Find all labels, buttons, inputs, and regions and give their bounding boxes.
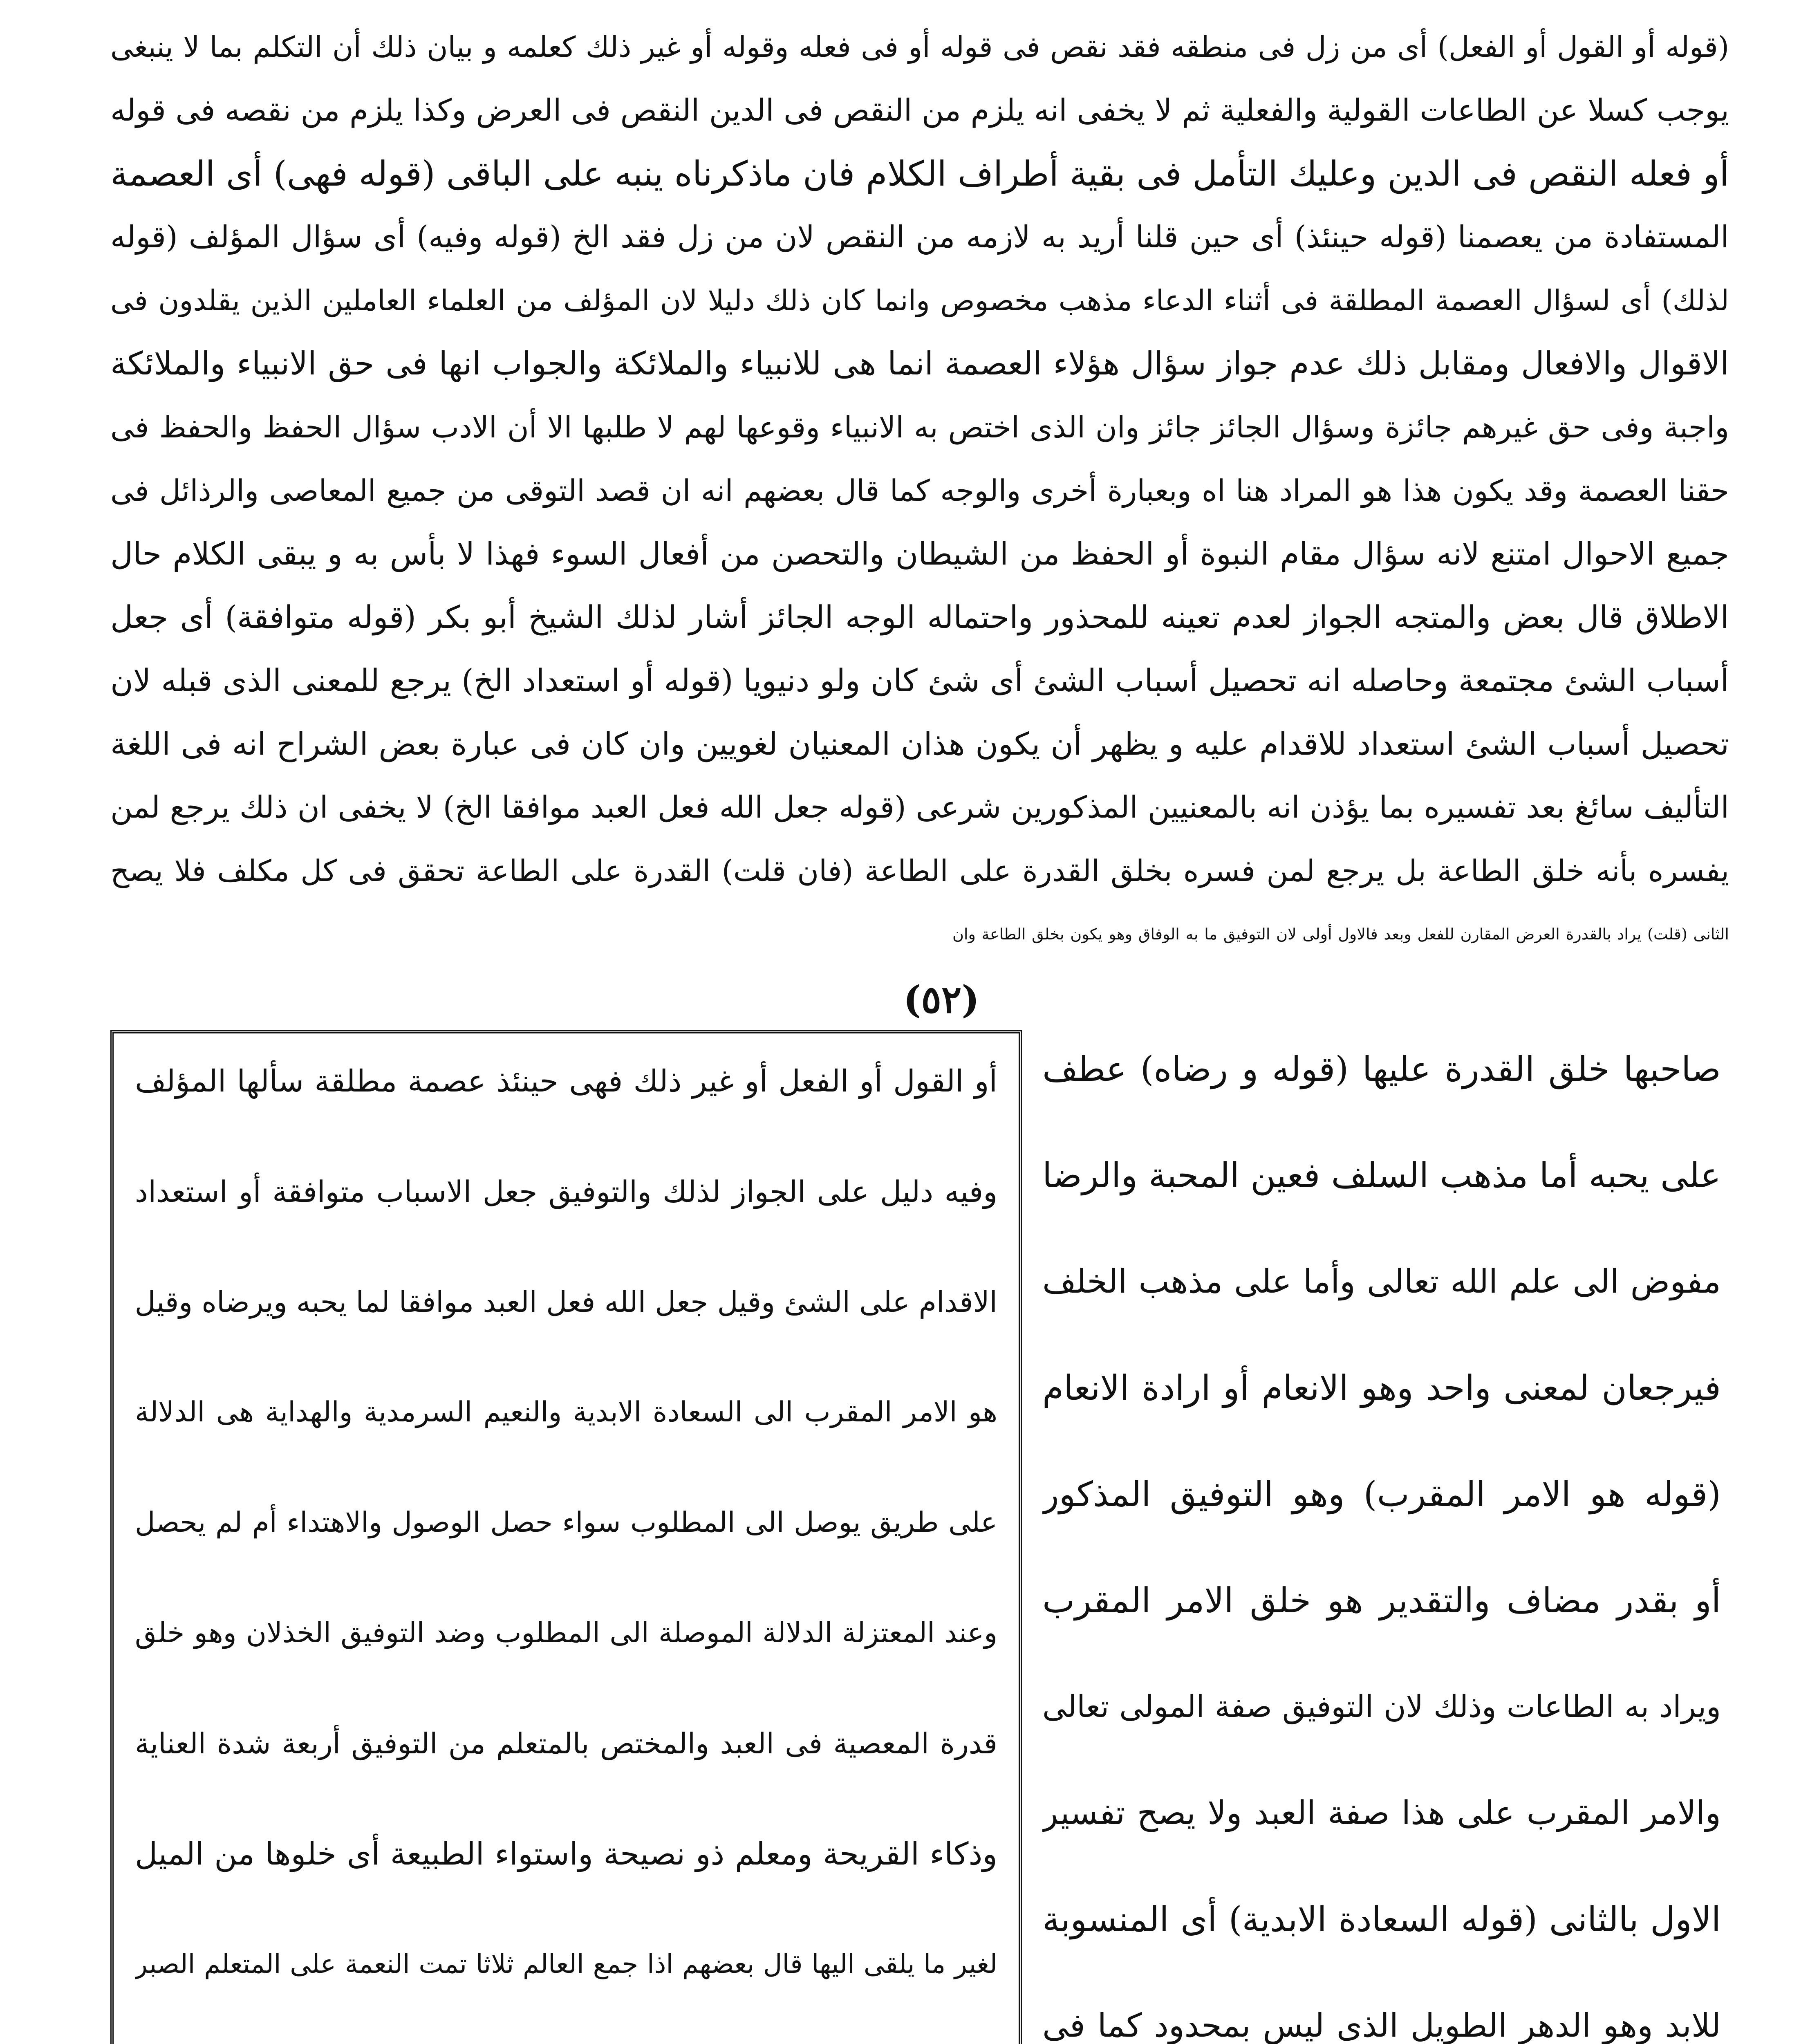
text-line: وذكاء القريحة ومعلم ذو نصيحة واستواء الطبيعة أى خلوها من الميل <box>135 1836 997 1872</box>
text-line: وفيه دليل على الجواز لذلك والتوفيق جعل الاسباب متوافقة أو استعداد <box>135 1174 997 1209</box>
text-line: أسباب الشئ مجتمعة وحاصله انه تحصيل أسباب الشئ أى شئ كان ولو دنيويا (قوله أو استعداد الخ) يرجع للمعنى الذى قبله لان <box>110 662 1729 699</box>
text-line: على يحبه أما مذهب السلف فعين المحبة والرضا <box>1042 1155 1721 1195</box>
text-line: أو القول أو الفعل أو غير ذلك فهى حينئذ عصمة مطلقة سألها المؤلف <box>135 1064 997 1099</box>
text-line: الاطلاق قال بعض والمتجه الجواز لعدم تعينه للمحذور واحتماله الوجه الجائز أشار لذلك الشيخ أبو بكر (قوله متوافقة) أى جعل <box>110 599 1729 635</box>
text-line: هو الامر المقرب الى السعادة الابدية والنعيم السرمدية والهداية هى الدلالة <box>135 1396 997 1428</box>
text-line: صاحبها خلق القدرة عليها (قوله و رضاه) عطف <box>1042 1049 1721 1089</box>
text-line: لذلك) أى لسؤال العصمة المطلقة فى أثناء الدعاء مذهب مخصوص وانما كان ذلك دليلا لان المؤلف من العلماء العاملين الذين يقلدون فى <box>110 284 1729 317</box>
text-line: (قوله هو الامر المقرب) وهو التوفيق المذكور <box>1042 1474 1721 1514</box>
text-line: الاول بالثانى (قوله السعادة الابدية) أى المنسوبة <box>1042 1899 1721 1939</box>
text-line: المستفادة من يعصمنا (قوله حينئذ) أى حين قلنا أريد به لازمه من النقص لان من زل فقد الخ (قوله وفيه) أى سؤال المؤلف (قوله <box>110 220 1729 255</box>
text-line: ويراد به الطاعات وذلك لان التوفيق صفة المولى تعالى <box>1042 1689 1721 1724</box>
text-line: الاقدام على الشئ وقيل جعل الله فعل العبد موافقا لما يحبه ويرضاه وقيل <box>135 1285 997 1319</box>
text-line: مفوض الى علم الله تعالى وأما على مذهب الخلف <box>1042 1262 1721 1300</box>
text-line: الثانى (قلت) يراد بالقدرة العرض المقارن للفعل وبعد فالاول أولى لان التوفيق ما به الوفاق وهو يكون بخلق الطاعة وان <box>952 925 1729 943</box>
text-line: يفسره بأنه خلق الطاعة بل يرجع لمن فسره بخلق القدرة على الطاعة (فان قلت) القدرة على الطاعة تحقق فى كل مكلف فلا يصح <box>110 854 1729 888</box>
text-line: وعند المعتزلة الدلالة الموصلة الى المطلوب وضد التوفيق الخذلان وهو خلق <box>135 1617 997 1649</box>
text-line: (قوله أو القول أو الفعل) أى من زل فى منطقه فقد نقص فى قوله أو فى فعله وقوله أو غير ذلك كعلمه و بيان ذلك أن التكلم بما لا ينبغى <box>110 30 1729 64</box>
text-line: أو بقدر مضاف والتقدير هو خلق الامر المقرب <box>1042 1580 1721 1620</box>
text-line: فيرجعان لمعنى واحد وهو الانعام أو ارادة الانعام <box>1042 1368 1721 1408</box>
text-line: قدرة المعصية فى العبد والمختص بالمتعلم من التوفيق أربعة شدة العناية <box>135 1727 997 1760</box>
text-line: واجبة وفى حق غيرهم جائزة وسؤال الجائز جائز وان الذى اختص به الانبياء وقوعها لهم لا طلبها الا أن الادب سؤال الحفظ والحفظ فى <box>110 410 1729 444</box>
page-number: (٥٢) <box>903 977 979 1022</box>
text-line: لغير ما يلقى اليها قال بعضهم اذا جمع العالم ثلاثا تمت النعمة على المتعلم الصبر <box>135 1949 997 1979</box>
text-line: أو فعله النقص فى الدين وعليك التأمل فى بقية أطراف الكلام فان ماذكرناه ينبه على الباقى (قوله فهى) أى العصمة <box>110 154 1729 194</box>
text-line: جميع الاحوال امتنع لانه سؤال مقام النبوة أو الحفظ من الشيطان والتحصن من أفعال السوء فهذا لا بأس به و يبقى الكلام حال <box>110 536 1729 572</box>
text-line: التأليف سائغ بعد تفسيره بما يؤذن انه بالمعنيين المذكورين شرعى (قوله جعل الله فعل العبد موافقا الخ) لا يخفى ان ذلك يرجع لمن <box>110 790 1729 825</box>
text-line: يوجب كسلا عن الطاعات القولية والفعلية ثم لا يخفى انه يلزم من النقص فى الدين النقص فى العرض وكذا يلزم من نقصه فى قوله <box>110 93 1729 128</box>
text-line: حقنا العصمة وقد يكون هذا هو المراد هنا اه وبعبارة أخرى والوجه كما قال بعضهم انه ان قصد التوقى من جميع المعاصى والرذائل فى <box>110 473 1729 508</box>
text-line: والامر المقرب على هذا صفة العبد ولا يصح تفسير <box>1042 1794 1721 1832</box>
text-line: تحصيل أسباب الشئ استعداد للاقدام عليه و يظهر أن يكون هذان المعنيان لغويين وان كان فى عبارة بعض الشراح انه فى اللغة <box>110 726 1729 762</box>
text-line: الاقوال والافعال ومقابل ذلك عدم جواز سؤال هؤلاء العصمة انما هى للانبياء والملائكة والجواب انها فى حق الانبياء والملائكة <box>110 345 1729 382</box>
text-line: للابد وهو الدهر الطويل الذى ليس بمحدود كما فى <box>1042 2006 1721 2044</box>
text-line: على طريق يوصل الى المطلوب سواء حصل الوصول والاهتداء أم لم يحصل <box>135 1506 997 1539</box>
